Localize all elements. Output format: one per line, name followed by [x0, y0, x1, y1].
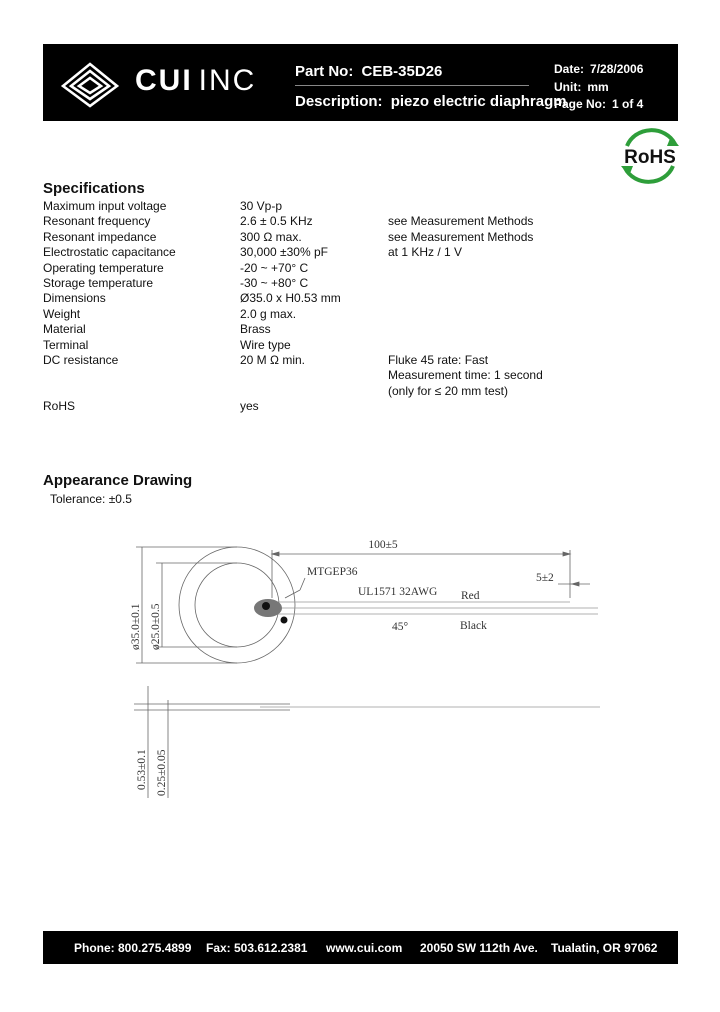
spec-row	[43, 230, 663, 245]
spec-note: see Measurement Methods	[388, 229, 534, 244]
specifications-title: Specifications	[43, 180, 145, 197]
red-wire-label: Red	[461, 590, 480, 602]
spec-value: 20 M Ω min.	[240, 352, 305, 367]
solder-pads	[254, 599, 288, 624]
ceramic-thickness-dimension: 0.25±0.05	[156, 749, 168, 796]
spec-name: Storage temperature	[43, 275, 154, 290]
part-number: Part No: CEB-35D26	[295, 63, 443, 80]
angle-label: 45°	[392, 621, 409, 633]
footer-website[interactable]: www.cui.com	[326, 941, 403, 955]
date-field: Date: 7/28/2006	[554, 62, 644, 76]
spec-row	[43, 384, 663, 399]
spec-row	[43, 338, 663, 353]
spec-row	[43, 399, 663, 414]
label-tag: MTGEP36	[307, 566, 358, 578]
spec-value: -20 ~ +70° C	[240, 260, 309, 275]
part-description: Description: piezo electric diaphragm	[295, 93, 567, 110]
spec-note: at 1 KHz / 1 V	[388, 245, 463, 260]
spec-row	[43, 353, 663, 368]
spec-row	[43, 307, 663, 322]
spec-name: Terminal	[43, 337, 89, 352]
appearance-drawing-title: Appearance Drawing	[43, 472, 193, 489]
footer-city: Tualatin, OR 97062	[551, 941, 658, 955]
tolerance-note: Tolerance: ±0.5	[50, 492, 132, 506]
spec-value: yes	[240, 399, 259, 414]
spec-row	[43, 245, 663, 260]
spec-row	[43, 214, 663, 229]
spec-name: DC resistance	[43, 352, 119, 367]
length-dimension: 100±5	[368, 539, 398, 551]
spec-name: Weight	[43, 306, 81, 321]
spec-name: Material	[43, 322, 86, 337]
wire-spec: UL1571 32AWG	[358, 586, 438, 598]
spec-value: 30,000 ±30% pF	[240, 245, 328, 260]
spec-note: Fluke 45 rate: Fast	[388, 352, 489, 367]
strip-dimension: 5±2	[536, 572, 554, 584]
spec-row	[43, 199, 663, 214]
rohs-logo-icon	[617, 128, 683, 184]
page-number: Page No: 1 of 4	[554, 97, 644, 111]
technical-drawing	[120, 528, 610, 803]
spec-value: 30 Vp-p	[240, 199, 283, 213]
spec-value: Brass	[240, 322, 271, 337]
spec-name: Dimensions	[43, 291, 106, 306]
footer-fax: Fax: 503.612.2381	[206, 941, 308, 955]
company-name: CUI INC	[135, 64, 257, 97]
unit-field: Unit: mm	[554, 80, 609, 94]
spec-value: 2.0 g max.	[240, 306, 297, 321]
spec-row	[43, 322, 663, 337]
inner-diameter-dimension: ø25.0±0.5	[150, 603, 162, 650]
spec-row	[43, 261, 663, 276]
specifications-table	[43, 199, 663, 414]
spec-name: Electrostatic capacitance	[43, 245, 176, 260]
header-divider	[295, 85, 529, 86]
spec-value: 300 Ω max.	[240, 229, 302, 244]
svg-text:RoHS: RoHS	[624, 147, 676, 168]
spec-row	[43, 276, 663, 291]
footer-phone: Phone: 800.275.4899	[74, 941, 192, 955]
spec-note: (only for ≤ 20 mm test)	[388, 383, 508, 398]
spec-name: Operating temperature	[43, 260, 164, 275]
spec-name: Resonant frequency	[43, 214, 151, 229]
spec-note: Measurement time: 1 second	[388, 368, 543, 383]
black-wire-label: Black	[460, 620, 487, 632]
spec-name: Resonant impedance	[43, 229, 157, 244]
document-header	[43, 44, 678, 121]
spec-row	[43, 368, 663, 383]
spec-name: RoHS	[43, 399, 76, 414]
spec-note: see Measurement Methods	[388, 214, 534, 229]
outer-diameter-dimension: ø35.0±0.1	[130, 603, 142, 650]
footer-address: 20050 SW 112th Ave.	[420, 941, 538, 955]
spec-name: Maximum input voltage	[43, 199, 167, 213]
spec-value: Ø35.0 x H0.53 mm	[240, 291, 341, 306]
spec-row	[43, 291, 663, 306]
cui-logo-icon	[59, 56, 121, 108]
thickness-dimension: 0.53±0.1	[136, 749, 148, 790]
contact-footer	[43, 931, 678, 964]
spec-value: 2.6 ± 0.5 KHz	[240, 214, 313, 229]
spec-value: -30 ~ +80° C	[240, 275, 309, 290]
spec-value: Wire type	[240, 337, 291, 352]
